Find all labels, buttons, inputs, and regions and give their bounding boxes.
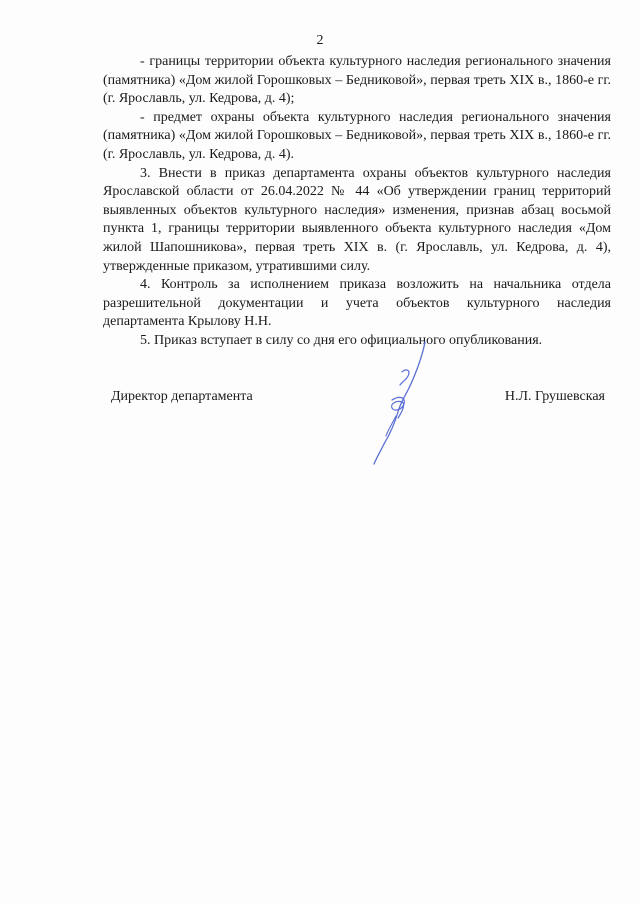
signer-name: Н.Л. Грушевская — [504, 389, 605, 404]
paragraph-protection-subject: - предмет охраны объекта культурного наследия регионального значения (памятника) «Дом жилой Горошковых – Бедниковой», первая треть XIX в., 1860-е гг. (г. Ярославль, ул. Кедрова, д. 4). — [103, 109, 611, 162]
signature-block — [0, 388, 640, 408]
document-body — [103, 53, 611, 351]
paragraph-territory-boundaries: - границы территории объекта культурного наследия регионального значения (памятника) «Дом жилой Горошковых – Бедниковой», первая треть XIX в., 1860-е гг. (г. Ярославль, ул. Кедрова, д. 4); — [103, 54, 611, 107]
paragraph-item-5: 5. Приказ вступает в силу со дня его официального опубликования. — [140, 332, 543, 348]
page-number: 2 — [316, 33, 324, 48]
paragraph-item-4: 4. Контроль за исполнением приказа возложить на начальника отдела разрешительной документации и учета объектов культурного наследия департамента Крылову Н.Н. — [103, 277, 611, 330]
paragraph-item-3: 3. Внести в приказ департамента охраны объектов культурного наследия Ярославской области от 26.04.2022 № 44 «Об утверждении границ территорий выявленных объектов культурного наследия» изменения, признав абзац восьмой пункта 1, границы территории выявленного объекта культурного наследия «Дом жилой Шапошникова», первая треть XIX в. (г. Ярославль, ул. Кедрова, д. 4), утвержденные приказом, утратившими силу. — [103, 165, 611, 274]
signer-title: Директор департамента — [111, 389, 253, 404]
